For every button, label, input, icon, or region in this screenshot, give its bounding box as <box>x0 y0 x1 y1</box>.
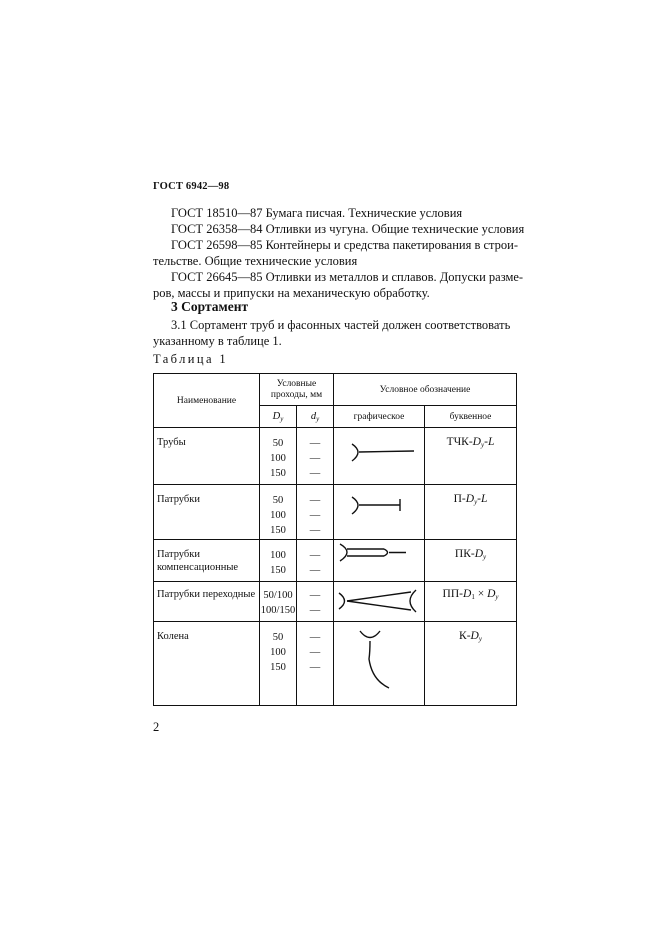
row-dy <box>297 540 334 582</box>
code-prefix: ПК- <box>454 548 475 560</box>
header-Dy-sub: у <box>280 415 284 423</box>
branch-pipe-symbol-icon <box>334 485 425 540</box>
dy-value: 150 <box>270 662 286 673</box>
dash-value: — <box>309 495 321 506</box>
dy-value: 100 <box>270 550 286 561</box>
code-sub: у <box>474 498 478 506</box>
dy-value: 100 <box>270 647 286 658</box>
dash-value: — <box>309 565 321 576</box>
row-name: Патрубки переходные <box>154 582 260 622</box>
dash-value: — <box>309 590 321 601</box>
table-row <box>154 622 517 706</box>
dash-value: — <box>309 605 321 616</box>
reference-line: ГОСТ 26358—84 Отливки из чугуна. Общие технические условия <box>171 222 525 236</box>
header-dy-main: d <box>310 411 317 422</box>
dy-value: 100/150 <box>260 605 296 616</box>
elbow-symbol-icon <box>334 622 425 706</box>
header-designation: Условное обозначение <box>334 374 517 406</box>
dy-value: 50 <box>272 438 284 449</box>
section-title: 3 Сортамент <box>171 299 249 314</box>
row-dy <box>297 622 334 706</box>
code-D: D <box>465 493 475 505</box>
code-sep: - <box>477 493 482 505</box>
reference-line: ров, массы и припуски на механическую обработку. <box>153 286 430 300</box>
table-row <box>154 540 517 582</box>
dash-value: — <box>309 438 321 449</box>
reference-line: ГОСТ 18510—87 Бумага писчая. Технические условия <box>171 206 463 220</box>
dy-value: 50/100 <box>263 590 293 601</box>
code-D: D <box>474 548 484 560</box>
row-Dy <box>260 622 297 706</box>
code-prefix: К- <box>459 630 471 642</box>
code-prefix: П- <box>453 493 466 505</box>
pipe-symbol-icon <box>334 428 425 485</box>
row-dy <box>297 428 334 485</box>
dy-value: 150 <box>270 525 286 536</box>
compensation-pipe-symbol-icon <box>334 540 425 582</box>
page-number: 2 <box>153 720 160 734</box>
letter-code <box>425 622 517 706</box>
code-D: D <box>463 588 472 600</box>
dy-value: 100 <box>270 453 286 464</box>
dash-value: — <box>309 453 321 464</box>
graphic-symbol-compensation <box>334 540 425 582</box>
letter-code <box>425 485 517 540</box>
header-graphic: графическое <box>334 406 425 428</box>
code-prefix: ПП- <box>442 588 463 600</box>
header-Dy-main: D <box>272 411 281 422</box>
code-prefix: ТЧК- <box>446 436 473 448</box>
row-dy <box>297 485 334 540</box>
paragraph-line: 3.1 Сортамент труб и фасонных частей должен соответствовать <box>171 318 511 332</box>
dash-value: — <box>309 525 321 536</box>
reducer-pipe-symbol-icon <box>334 582 425 622</box>
reference-line: тельстве. Общие технические условия <box>153 254 358 268</box>
header-name: Наименование <box>154 374 260 428</box>
row-Dy <box>260 540 297 582</box>
header-dy-sub: у <box>316 415 320 423</box>
code-sub: у <box>495 593 499 601</box>
letter-code <box>425 540 517 582</box>
dy-value: 150 <box>270 565 286 576</box>
row-Dy <box>260 582 297 622</box>
dy-value: 150 <box>270 468 286 479</box>
dash-value: — <box>309 510 321 521</box>
code-sub: у <box>483 553 487 561</box>
row-dy <box>297 582 334 622</box>
code-L: L <box>487 436 495 448</box>
code-D: D <box>472 436 481 448</box>
code-D: D <box>470 630 479 642</box>
header-Dy <box>260 406 297 428</box>
letter-code <box>425 428 517 485</box>
row-Dy <box>260 428 297 485</box>
reference-line: ГОСТ 26598—85 Контейнеры и средства пакетирования в строи- <box>171 238 518 252</box>
graphic-symbol-branch <box>334 485 425 540</box>
code-sub: 1 <box>471 593 475 601</box>
graphic-symbol-pipe <box>334 428 425 485</box>
dy-value: 100 <box>270 510 286 521</box>
table-caption: Таблица 1 <box>153 352 229 366</box>
row-name: Трубы <box>154 428 260 485</box>
header-dy <box>297 406 334 428</box>
dy-value: 50 <box>272 632 284 643</box>
row-name: Патрубки <box>154 485 260 540</box>
dy-value: 50 <box>272 495 284 506</box>
header-passages: Условные проходы, мм <box>260 374 334 406</box>
graphic-symbol-elbow <box>334 622 425 706</box>
graphic-symbol-reducer <box>334 582 425 622</box>
header-letter: буквенное <box>425 406 517 428</box>
row-name: Патрубки компенсационные <box>154 540 260 582</box>
code-L: L <box>481 493 488 505</box>
paragraph-line: указанному в таблице 1. <box>153 334 282 348</box>
dash-value: — <box>309 662 321 673</box>
reference-line: ГОСТ 26645—85 Отливки из металлов и сплавов. Допуски разме- <box>171 270 524 284</box>
code-D: D <box>487 588 496 600</box>
code-sep: - <box>484 436 488 448</box>
table-row <box>154 582 517 622</box>
code-sub: у <box>480 441 485 449</box>
row-name: Колена <box>154 622 260 706</box>
code-sub: у <box>478 635 482 643</box>
table-row <box>154 485 517 540</box>
table-row <box>154 428 517 485</box>
assortment-table <box>153 373 517 706</box>
document-header: ГОСТ 6942—98 <box>153 181 230 192</box>
table-header-row <box>154 374 517 406</box>
row-Dy <box>260 485 297 540</box>
dash-value: — <box>309 550 321 561</box>
letter-code <box>425 582 517 622</box>
dash-value: — <box>309 632 321 643</box>
code-sep: × <box>474 588 488 600</box>
dash-value: — <box>309 647 321 658</box>
dash-value: — <box>309 468 321 479</box>
